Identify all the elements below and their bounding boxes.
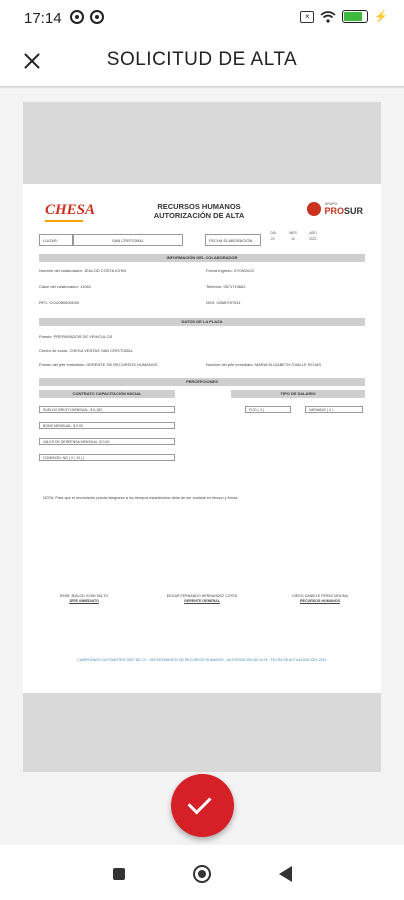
battery-icon bbox=[342, 10, 368, 23]
status-notification-icons bbox=[70, 10, 104, 24]
firma-gerente bbox=[157, 594, 247, 604]
prosur-logo-sur: SUR bbox=[343, 206, 363, 216]
fecha-ingreso: Fecha Ingreso: 07/09/2022 bbox=[206, 268, 254, 273]
lugar-value: SAN CRISTOBAL bbox=[73, 234, 183, 246]
confirm-button[interactable] bbox=[171, 774, 234, 837]
section-plaza: DATOS DE LA PLAZA bbox=[39, 318, 365, 326]
wifi-icon bbox=[320, 11, 336, 23]
prosur-logo-text bbox=[324, 202, 363, 216]
clave-colaborador: Clave del colaborador: 11062 bbox=[39, 284, 91, 289]
recents-button[interactable] bbox=[113, 868, 125, 880]
system-nav-bar bbox=[0, 845, 404, 900]
sueldo-base: SUELDO BRUTO MENSUAL: $ 5,182 bbox=[39, 406, 175, 413]
back-button[interactable] bbox=[279, 866, 292, 882]
firma-jefe bbox=[39, 594, 129, 604]
firma-jefe-nombre: RENE JEALOD ICHIN SALTO bbox=[59, 594, 109, 598]
firma-rh-cargo: RECURSOS HUMANOS bbox=[300, 599, 340, 603]
home-button[interactable] bbox=[193, 865, 211, 883]
status-bar bbox=[0, 0, 404, 36]
prosur-logo-small: GRUPO bbox=[324, 202, 338, 206]
telefono: Telefono: 9671719662 bbox=[206, 284, 246, 289]
page-title: SOLICITUD DE ALTA bbox=[106, 49, 298, 70]
fecha-header-mes: MES bbox=[289, 231, 297, 235]
prosur-logo bbox=[307, 202, 363, 216]
firma-jefe-cargo: JEFE INMEDIATO bbox=[69, 599, 99, 603]
fecha-value-ano: 2021 bbox=[309, 237, 317, 241]
document-footer: CAMPEONATO AUTOMOTRIZ SAPI DE CV · DEPARTAMENTO DE RECURSOS HUMANOS · AUTORIZACIÓN DE ALTA · FECHA DE ACTUALIZACIÓN: 2021 bbox=[77, 658, 327, 662]
firma-rh-nombre: DIEGO DANIELE PEREZ MOLINA bbox=[292, 594, 348, 598]
app-bar bbox=[0, 36, 404, 86]
fecha-grid bbox=[263, 230, 323, 242]
puesto-jefe: Puesto del jefe inmediato: GERENTE DE RECURSOS HUMANOS bbox=[39, 362, 158, 367]
nombre-jefe: Nombre del jefe inmediato: MARIA ELIZABETH OVALLE ROJAS bbox=[206, 362, 322, 367]
lugar-label: LUGAR: bbox=[39, 234, 73, 246]
notification-icon bbox=[90, 10, 104, 24]
notification-icon bbox=[70, 10, 84, 24]
fecha-header-ano: AÑO bbox=[309, 231, 317, 235]
centro-costo: Centro de costo: CHESA VENTAS SAN CRISTOBAL bbox=[39, 348, 133, 353]
document-page bbox=[23, 184, 381, 693]
tipo-salario-fijo: FIJO ( X ) bbox=[245, 406, 291, 413]
charging-icon: ⚡ bbox=[374, 11, 388, 23]
chesa-logo-underline bbox=[45, 220, 83, 222]
rfc: RFC: COIJ080600D00 bbox=[39, 300, 80, 305]
firma-gerente-nombre: EDGAR FERNANDO HERNANDEZ COSTA bbox=[166, 594, 238, 598]
firma-rh bbox=[275, 594, 365, 604]
puesto: Puesto: PREPARADOR DE VEHICULOS bbox=[39, 334, 113, 339]
sim-icon: × bbox=[300, 11, 314, 23]
nombre-colaborador: Nombre del colaborador: JEALOD COSTA ICHIN bbox=[39, 268, 127, 273]
comision: COMISION: NO ( X ) SI ( ) bbox=[39, 454, 175, 461]
document-title: RECURSOS HUMANOS AUTORIZACIÓN DE ALTA bbox=[153, 202, 245, 220]
battery-level bbox=[344, 12, 361, 21]
status-system-icons bbox=[300, 10, 388, 23]
firma-gerente-cargo: GERENTE GENERAL bbox=[184, 599, 220, 603]
status-time: 17:14 bbox=[24, 10, 62, 27]
chesa-logo bbox=[45, 202, 95, 219]
prosur-logo-mark bbox=[307, 202, 321, 216]
document-viewer[interactable] bbox=[0, 90, 404, 845]
nss: NSS: 02680797611 bbox=[206, 300, 241, 305]
section-percepciones: PERCEPCIONES bbox=[39, 378, 365, 386]
fecha-value-mes: 10 bbox=[291, 237, 295, 241]
bono-mensual: BONO MENSUAL: $ 0.00 bbox=[39, 422, 175, 429]
document-note: NOTA: Para que el movimiento pueda integrarse a los tiempos establecidos debe de ser enviado en tiempo y forma. bbox=[43, 496, 239, 500]
chesa-logo-text: CHESA bbox=[45, 202, 96, 218]
fecha-value-dia: 21 bbox=[271, 237, 275, 241]
prosur-logo-pro: PRO bbox=[324, 206, 344, 216]
fecha-label: FECHA ELABORACIÓN bbox=[205, 234, 261, 246]
contrato-label: CONTRATO CAPACITACIÓN INICIAL bbox=[39, 390, 175, 398]
vales-despensa: VALES DE DESPENSA MENSUAL: $ 0.00 bbox=[39, 438, 175, 445]
document-page-frame bbox=[23, 102, 381, 772]
tipo-salario-label: TIPO DE SALARIO bbox=[231, 390, 365, 398]
check-icon bbox=[187, 790, 211, 814]
section-colaborador: INFORMACIÓN DEL COLABORADOR bbox=[39, 254, 365, 262]
tipo-salario-variable: VARIABLE ( X ) bbox=[305, 406, 363, 413]
fecha-header-dia: DÍA bbox=[270, 231, 276, 235]
